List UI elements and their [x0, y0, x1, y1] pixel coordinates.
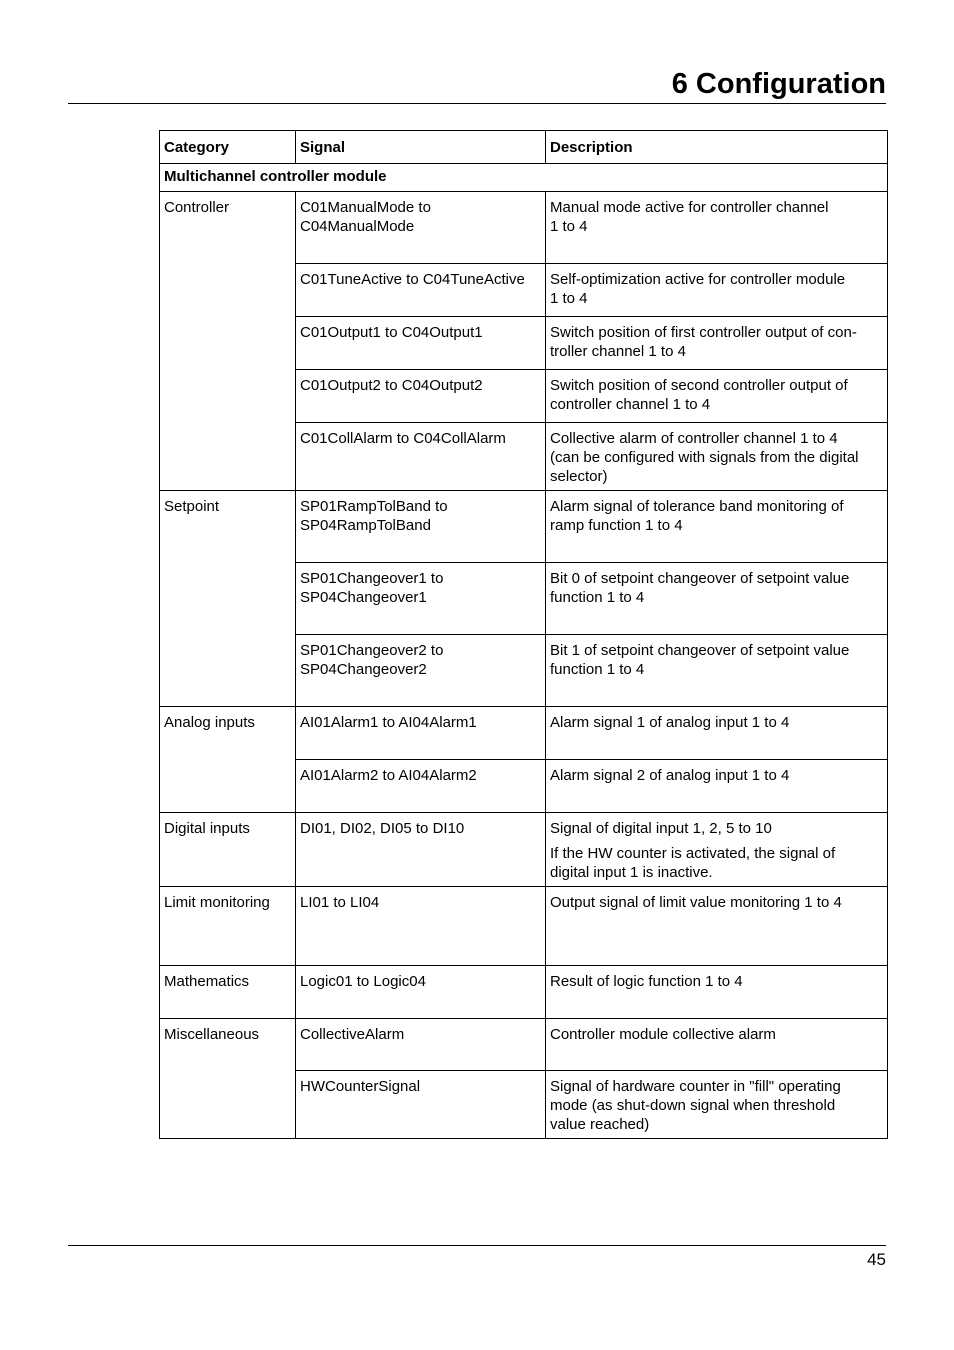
description-text: Controller module collective alarm: [550, 1026, 776, 1043]
category-cell: Setpoint: [160, 491, 296, 707]
header-signal: Signal: [296, 131, 546, 164]
description-cell: [546, 1019, 888, 1071]
chapter-title: 6 Configuration: [671, 68, 886, 100]
signal-cell: C01ManualMode to C04ManualMode: [296, 192, 546, 264]
table-row: [160, 966, 888, 1019]
section-row: [160, 164, 888, 192]
description-text: Bit 0 of setpoint changeover of setpoint value function 1 to 4: [550, 570, 850, 606]
signal-cell: SP01RampTolBand to SP04RampTolBand: [296, 491, 546, 563]
footer-rule: [68, 1245, 886, 1246]
description-cell: [546, 635, 888, 707]
table-row: [160, 813, 888, 887]
signal-cell: AI01Alarm2 to AI04Alarm2: [296, 760, 546, 813]
description-text: Self-optimization active for controller module 1 to 4: [550, 271, 846, 307]
description-text: Alarm signal 2 of analog input 1 to 4: [550, 767, 790, 784]
page-number: 45: [867, 1250, 886, 1269]
signal-cell: SP01Changeover1 to SP04Changeover1: [296, 563, 546, 635]
signal-cell: LI01 to LI04: [296, 887, 546, 966]
description-text: Alarm signal of tolerance band monitoring of ramp function 1 to 4: [550, 498, 844, 534]
signal-cell: SP01Changeover2 to SP04Changeover2: [296, 635, 546, 707]
category-cell: Digital inputs: [160, 813, 296, 887]
category-cell: Limit monitoring: [160, 887, 296, 966]
description-text: Switch position of first controller output of con- troller channel 1 to 4: [550, 324, 857, 360]
description-cell: [546, 423, 888, 491]
description-text: Result of logic function 1 to 4: [550, 973, 743, 990]
description-text: Bit 1 of setpoint changeover of setpoint value function 1 to 4: [550, 642, 850, 678]
signal-cell: C01Output1 to C04Output1: [296, 317, 546, 370]
description-cell: [546, 760, 888, 813]
header-rule: [68, 103, 886, 104]
category-cell: Controller: [160, 192, 296, 491]
section-title: Multichannel controller module: [160, 164, 888, 192]
signal-cell: C01TuneActive to C04TuneActive: [296, 264, 546, 317]
description-text: Signal of digital input 1, 2, 5 to 10: [550, 820, 772, 837]
category-cell: Analog inputs: [160, 707, 296, 813]
category-cell: Mathematics: [160, 966, 296, 1019]
description-text: Manual mode active for controller channel 1 to 4: [550, 199, 829, 235]
description-text: Output signal of limit value monitoring 1 to 4: [550, 894, 842, 911]
signal-cell: C01Output2 to C04Output2: [296, 370, 546, 423]
description-cell: [546, 317, 888, 370]
signal-cell: DI01, DI02, DI05 to DI10: [296, 813, 546, 887]
description-cell: [546, 707, 888, 760]
signal-cell: C01CollAlarm to C04CollAlarm: [296, 423, 546, 491]
description-cell: [546, 563, 888, 635]
signal-table: [159, 130, 888, 1139]
description-text: Collective alarm of controller channel 1 to 4 (can be configured with signals from the digital selector): [550, 430, 859, 485]
signal-cell: Logic01 to Logic04: [296, 966, 546, 1019]
table-header-row: [160, 131, 888, 164]
description-text: If the HW counter is activated, the signal of digital input 1 is inactive.: [550, 845, 836, 881]
description-cell: [546, 887, 888, 966]
description-cell: [546, 264, 888, 317]
table-row: [160, 887, 888, 966]
description-text: Alarm signal 1 of analog input 1 to 4: [550, 714, 790, 731]
description-text: Signal of hardware counter in "fill" operating mode (as shut-down signal when threshold value reached): [550, 1078, 841, 1133]
table-row: [160, 192, 888, 264]
description-cell: [546, 491, 888, 563]
signal-cell: HWCounterSignal: [296, 1071, 546, 1139]
signal-cell: CollectiveAlarm: [296, 1019, 546, 1071]
header-category: Category: [160, 131, 296, 164]
description-cell: [546, 1071, 888, 1139]
description-cell: [546, 370, 888, 423]
description-cell: [546, 192, 888, 264]
description-text: Switch position of second controller output of controller channel 1 to 4: [550, 377, 848, 413]
header-description: Description: [546, 131, 888, 164]
description-cell: [546, 966, 888, 1019]
description-cell: [546, 813, 888, 887]
table-row: [160, 491, 888, 563]
table-row: [160, 707, 888, 760]
category-cell: Miscellaneous: [160, 1019, 296, 1139]
signal-cell: AI01Alarm1 to AI04Alarm1: [296, 707, 546, 760]
table-row: [160, 1019, 888, 1071]
